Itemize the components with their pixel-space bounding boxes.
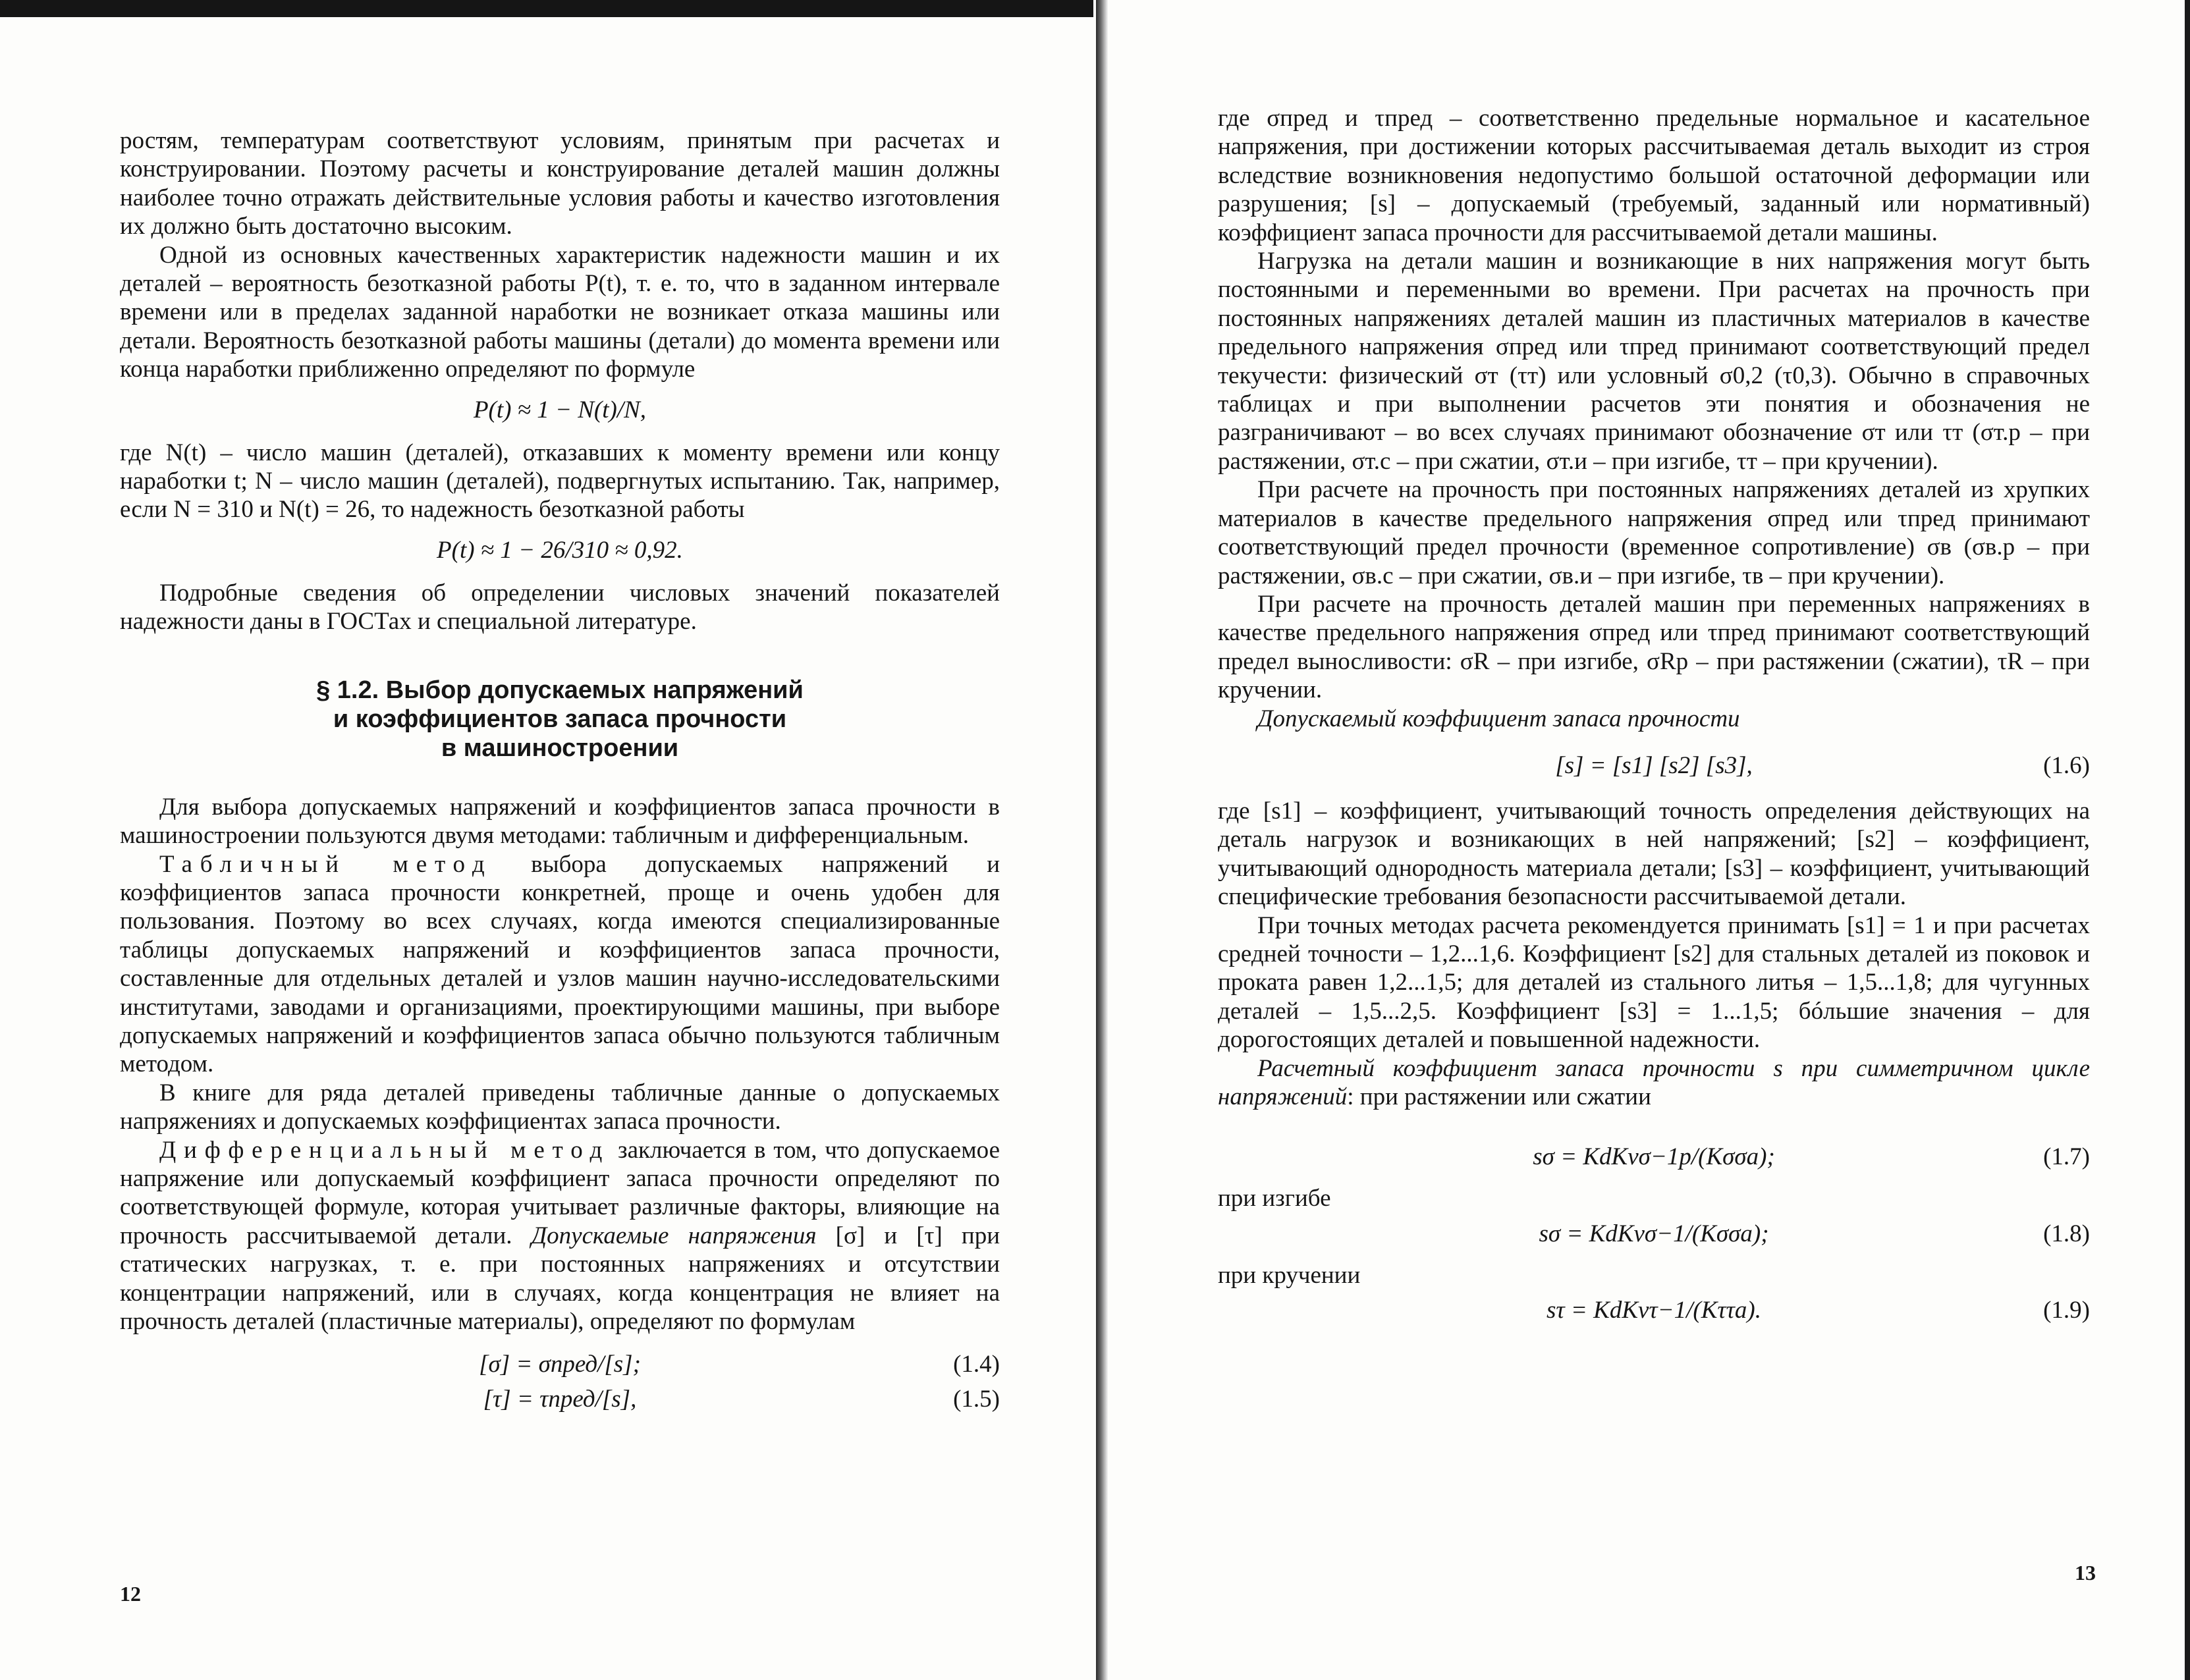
left-page-number: 12: [120, 1582, 141, 1606]
right-page: [1108, 0, 2185, 1680]
formula-1-7-number: (1.7): [2043, 1143, 2090, 1171]
formula-1-6-number: (1.6): [2043, 751, 2090, 779]
formula-1-4: [120, 1350, 1000, 1378]
section-heading-line-1: § 1.2. Выбор допускаемых напряжений: [316, 676, 804, 704]
left-paragraph-6: [120, 850, 1000, 1079]
section-heading-line-3: в машиностроении: [441, 734, 679, 762]
section-heading-line-2: и коэффициентов запаса прочности: [333, 705, 787, 733]
formula-reliability-example-text: P(t) ≈ 1 − 26/310 ≈ 0,92.: [437, 536, 683, 564]
formula-reliability-text: P(t) ≈ 1 − N(t)/N,: [473, 396, 647, 423]
formula-1-6: [1218, 751, 2090, 780]
right-paragraph-3: При расчете на прочность при постоянных напряжениях деталей из хрупких материалов в качестве предельного напряжения σпред или τпред принимают соответствующий предел прочности (временное сопротивление) σв (σв.р – при растяжении, σв.с – при сжатии, σв.и – при изгибе, τв – при кручении).: [1218, 476, 2090, 589]
right-paragraph-8: [1218, 1054, 2090, 1112]
term-differential-method: Дифференциальный метод: [159, 1136, 611, 1164]
left-paragraph-8-text-b: [σ] и [τ] при статических нагрузках, т. е. при постоянных напряжениях и отсутствии концентрации напряжений, или в случаях, когда концентрация не влияет на прочность деталей (пластичные материалы), определяют по формулам: [120, 1222, 1000, 1335]
formula-reliability-example: [120, 536, 1000, 564]
formula-1-8: [1218, 1220, 2090, 1248]
formula-1-4-text: [σ] = σпред/[s];: [479, 1351, 641, 1378]
right-paragraph-1: где σпред и τпред – соответственно предельные нормальное и касательное напряжения, при достижении которых рассчитываемая деталь выходит из строя вследствие возникновения недопустимо большой остаточной деформации или разрушения; [s] – допускаемый (требуемый, заданный или нормативный) коэффициент запаса прочности для рассчитываемой детали машины.: [1218, 105, 2090, 246]
right-paragraph-7: При точных методах расчета рекомендуется принимать [s1] = 1 и при расчетах средней точности – 1,2...1,6. Коэффициент [s2] для стальных деталей из поковок и проката равен 1,2...1,5; для деталей из стального литья – 1,5...1,8; для чугунных деталей – 1,5...2,5. Коэффициент [s3] = 1...1,5; бóльшие значения – для дорогостоящих деталей и повышенной надежности.: [1218, 911, 2090, 1054]
scan-right-edge: [2185, 0, 2190, 1680]
left-text-column: [120, 126, 1000, 1428]
right-paragraph-5: Допускаемый коэффициент запаса прочности: [1257, 705, 1740, 732]
term-calc-safety-factor: Расчетный коэффициент запаса прочности s при симметричном цикле напряжений: [1218, 1054, 2090, 1110]
formula-1-6-text: [s] = [s1] [s2] [s3],: [1555, 751, 1753, 779]
left-paragraph-1: ростям, температурам соответствуют условиям, принятым при расчетах и конструировании. Поэтому расчеты и конструирование деталей машин должны наиболее точно отражать действительные условия работы и качество изготовления их должно быть достаточно высоким.: [120, 127, 1000, 240]
term-tabular-method: Табличный метод: [159, 850, 493, 878]
formula-1-7: [1218, 1143, 2090, 1171]
right-paragraph-8-text: : при растяжении или сжатии: [1347, 1083, 1651, 1110]
right-paragraph-2: Нагрузка на детали машин и возникающие в них напряжения могут быть постоянными и переменными во времени. При расчетах на прочность при постоянных напряжениях деталей машин из пластичных материалов в качестве предельного напряжения σпред или τпред принимают соответствующий предел текучести: физический σт (τт) или условный σ0,2 (τ0,3). Обычно в справочных таблицах и при выполнении расчетов эти понятия и обозначения не разграничивают – во всех случаях принимают обозначение σт или τт (σт.р – при растяжении, σт.с – при сжатии, σт.и – при изгибе, τт – при кручении).: [1218, 248, 2090, 475]
formula-1-5-number: (1.5): [953, 1386, 1000, 1413]
formula-reliability: [120, 396, 1000, 424]
left-paragraph-8: [120, 1136, 1000, 1336]
left-paragraph-5: Для выбора допускаемых напряжений и коэффициентов запаса прочности в машиностроении пользуются двумя методами: табличным и дифференциальным.: [120, 793, 1000, 850]
right-paragraph-6: где [s1] – коэффициент, учитывающий точность определения действующих на деталь нагрузок и возникающих в ней напряжений; [s2] – коэффициент, учитывающий однородность материала детали; [s3] – коэффициент, учитывающий специфические требования безопасности рассчитываемой детали.: [1218, 797, 2090, 911]
formula-1-9-text: sτ = KdKvτ−1/(Kττa).: [1547, 1297, 1761, 1324]
left-paragraph-3: где N(t) – число машин (деталей), отказавших к моменту времени или концу наработки t; N – число машин (деталей), подвергнутых испытанию. Так, например, если N = 310 и N(t) = 26, то надежность безотказной работы: [120, 439, 1000, 524]
left-paragraph-6-text: выбора допускаемых напряжений и коэффициентов запаса прочности конкретней, проще и очень удобен для пользования. Поэтому во всех случаях, когда имеются специализированные таблицы допускаемых напряжений и коэффициентов запаса прочности, составленные для отдельных деталей и узлов машин научно-исследовательскими институтами, заводами и организациями, проектирующими машины, при выборе допускаемых напряжений и коэффициентов запаса обычно пользуются табличным методом.: [120, 850, 1000, 1078]
term-allowable-stresses: Допускаемые напряжения: [531, 1222, 817, 1249]
right-paragraph-4: При расчете на прочность деталей машин при переменных напряжениях в качестве предельного напряжения σпред или τпред принимают соответствующий предел выносливости: σR – при изгибе, σRp – при растяжении (сжатии), τR – при кручении.: [1218, 590, 2090, 704]
left-paragraph-7: В книге для ряда деталей приведены табличные данные о допускаемых напряжениях и допускаемых коэффициентах запаса прочности.: [120, 1079, 1000, 1135]
right-page-number: 13: [2075, 1561, 2096, 1585]
formula-1-7-text: sσ = KdKvσ−1p/(Kσσa);: [1533, 1143, 1775, 1171]
left-paragraph-2: Одной из основных качественных характеристик надежности машин и их деталей – вероятность безотказной работы P(t), т. е. то, что в заданном интервале времени или в пределах заданной наработки не возникает отказа машины или детали. Вероятность безотказной работы машины (детали) до момента времени или конца наработки приближенно определяют по формуле: [120, 241, 1000, 383]
formula-1-4-number: (1.4): [953, 1351, 1000, 1378]
section-heading: [120, 676, 1000, 763]
formula-1-9: [1218, 1296, 2090, 1324]
formula-1-8-text: sσ = KdKvσ−1/(Kσσa);: [1539, 1220, 1769, 1247]
label-bending: при изгибе: [1218, 1185, 1331, 1212]
label-torsion: при кручении: [1218, 1261, 1361, 1289]
formula-1-5: [120, 1385, 1000, 1413]
left-paragraph-4: Подробные сведения об определении числовых значений показателей надежности даны в ГОСТах и специальной литературе.: [120, 579, 1000, 636]
left-paragraph-8-text-a: заключается в том, что допускаемое напряжение или допускаемый коэффициент запаса прочности определяют по соответствующей формуле, которая учитывает различные факторы, влияющие на прочность рассчитываемой детали.: [120, 1136, 1000, 1249]
right-text-column: [1218, 104, 2090, 1339]
book-gutter: [1096, 0, 1108, 1680]
formula-1-8-number: (1.8): [2043, 1220, 2090, 1247]
formula-1-5-text: [τ] = τпред/[s],: [483, 1386, 637, 1413]
formula-1-9-number: (1.9): [2043, 1297, 2090, 1324]
